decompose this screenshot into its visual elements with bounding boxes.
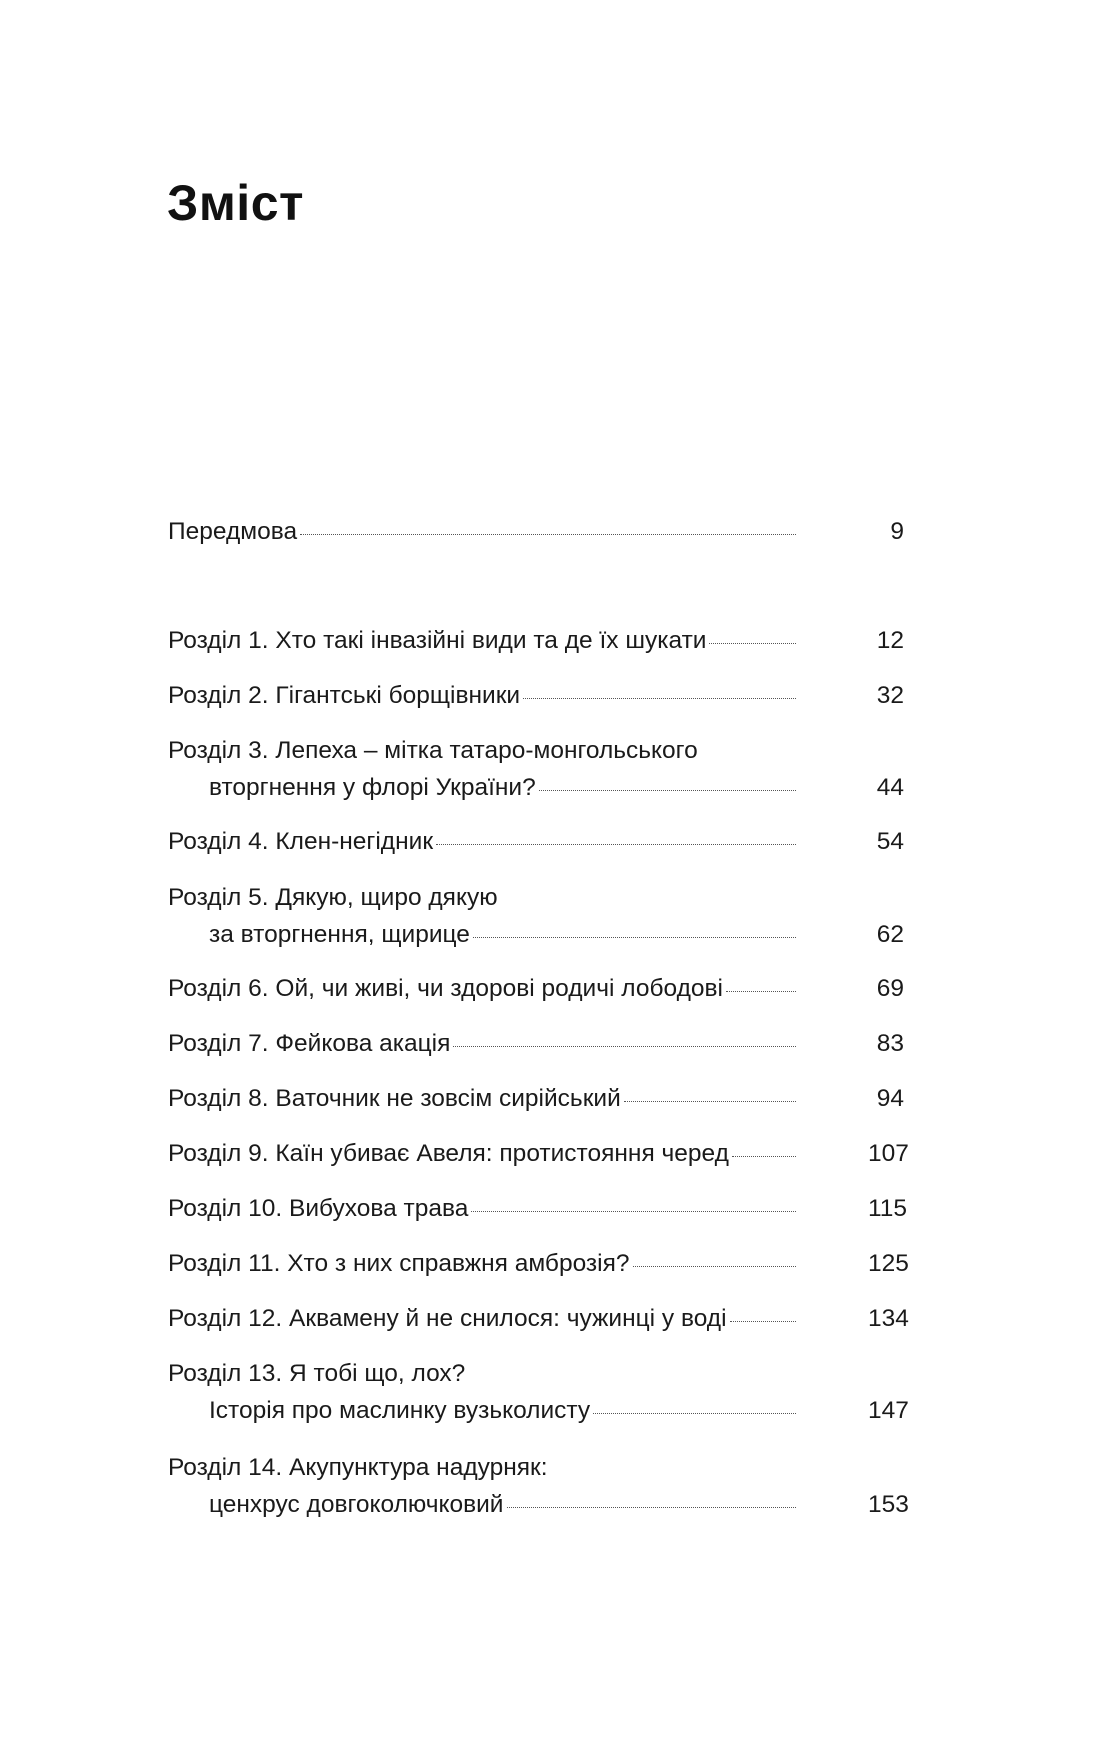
toc-entry-chapter-6 — [168, 970, 904, 1007]
dot-leader — [593, 1413, 796, 1414]
toc-entry-chapter-1 — [168, 622, 904, 659]
toc-entry-chapter-11 — [168, 1245, 909, 1282]
toc-entry-title-line1: Розділ 5. Дякую, щиро дякую — [168, 884, 498, 911]
page-title: Зміст — [167, 175, 304, 231]
toc-entry-preface — [168, 513, 904, 550]
toc-entry-chapter-9 — [168, 1135, 909, 1172]
toc-page-number: 107 — [868, 1140, 909, 1167]
dot-leader — [471, 1211, 796, 1212]
toc-entry-title: Розділ 10. Вибухова трава — [168, 1195, 469, 1222]
toc-entry-chapter-12 — [168, 1300, 909, 1337]
toc-page-number: 12 — [876, 627, 904, 654]
toc-page-number: 9 — [890, 518, 904, 545]
dot-leader — [624, 1101, 796, 1102]
toc-entry-title: Розділ 4. Клен-негідник — [168, 828, 434, 855]
toc-entry-chapter-13 — [168, 1355, 909, 1429]
dot-leader — [633, 1266, 796, 1267]
toc-page-number: 153 — [868, 1491, 909, 1518]
toc-entry-chapter-8 — [168, 1080, 904, 1117]
dot-leader — [726, 991, 796, 992]
toc-entry-chapter-7 — [168, 1025, 904, 1062]
toc-entry-chapter-4 — [168, 823, 904, 860]
toc-entry-title: Розділ 7. Фейкова акація — [168, 1030, 451, 1057]
toc-page-number: 44 — [876, 774, 904, 801]
toc-entry-chapter-3 — [168, 732, 904, 806]
toc-entry-title-line1: Розділ 14. Акупунктура надурняк: — [168, 1454, 548, 1481]
toc-page-number: 134 — [868, 1305, 909, 1332]
toc-entry-title: ценхрус довгоколючковий — [209, 1491, 504, 1518]
toc-page-number: 115 — [868, 1195, 908, 1222]
toc-entry-title-line1: Розділ 3. Лепеха – мітка татаро-монгольського — [168, 737, 698, 764]
dot-leader — [473, 937, 796, 938]
toc-entry-title: Історія про маслинку вузьколисту — [209, 1397, 591, 1424]
toc-entry-title: Розділ 2. Гігантські борщівники — [168, 682, 521, 709]
toc-entry-title: за вторгнення, щирице — [209, 921, 470, 948]
toc-page-number: 94 — [876, 1085, 904, 1112]
toc-entry-chapter-5 — [168, 879, 904, 953]
toc-entry-title-line1: Розділ 13. Я тобі що, лох? — [168, 1360, 466, 1387]
toc-entry-title: Розділ 11. Хто з них справжня амброзія? — [168, 1250, 630, 1277]
toc-entry-title: Розділ 1. Хто такі інвазійні види та де їх шукати — [168, 627, 707, 654]
dot-leader — [453, 1046, 796, 1047]
toc-page-number: 83 — [876, 1030, 904, 1057]
dot-leader — [732, 1156, 796, 1157]
dot-leader — [523, 698, 796, 699]
toc-entry-title: Розділ 6. Ой, чи живі, чи здорові родичі лободові — [168, 975, 723, 1002]
dot-leader — [539, 790, 796, 791]
toc-page-number: 32 — [876, 682, 904, 709]
dot-leader — [507, 1507, 797, 1508]
toc-page-number: 147 — [868, 1397, 909, 1424]
toc-entry-chapter-2 — [168, 677, 904, 714]
toc-entry-title: вторгнення у флорі України? — [209, 774, 536, 801]
toc-entry-title: Розділ 12. Аквамену й не снилося: чужинці у воді — [168, 1305, 727, 1332]
toc-page-number: 54 — [876, 828, 904, 855]
toc-entry-title: Розділ 9. Каїн убиває Авеля: протистояння черед — [168, 1140, 729, 1167]
toc-page-number: 62 — [876, 921, 904, 948]
dot-leader — [709, 643, 796, 644]
toc-entry-title: Розділ 8. Ваточник не зовсім сирійський — [168, 1085, 621, 1112]
dot-leader — [730, 1321, 796, 1322]
toc-page-number: 125 — [868, 1250, 909, 1277]
toc-page-number: 69 — [876, 975, 904, 1002]
toc-entry-title: Передмова — [168, 518, 298, 545]
toc-entry-chapter-10 — [168, 1190, 908, 1227]
dot-leader — [300, 534, 796, 535]
toc-entry-chapter-14 — [168, 1449, 909, 1523]
dot-leader — [436, 844, 796, 845]
